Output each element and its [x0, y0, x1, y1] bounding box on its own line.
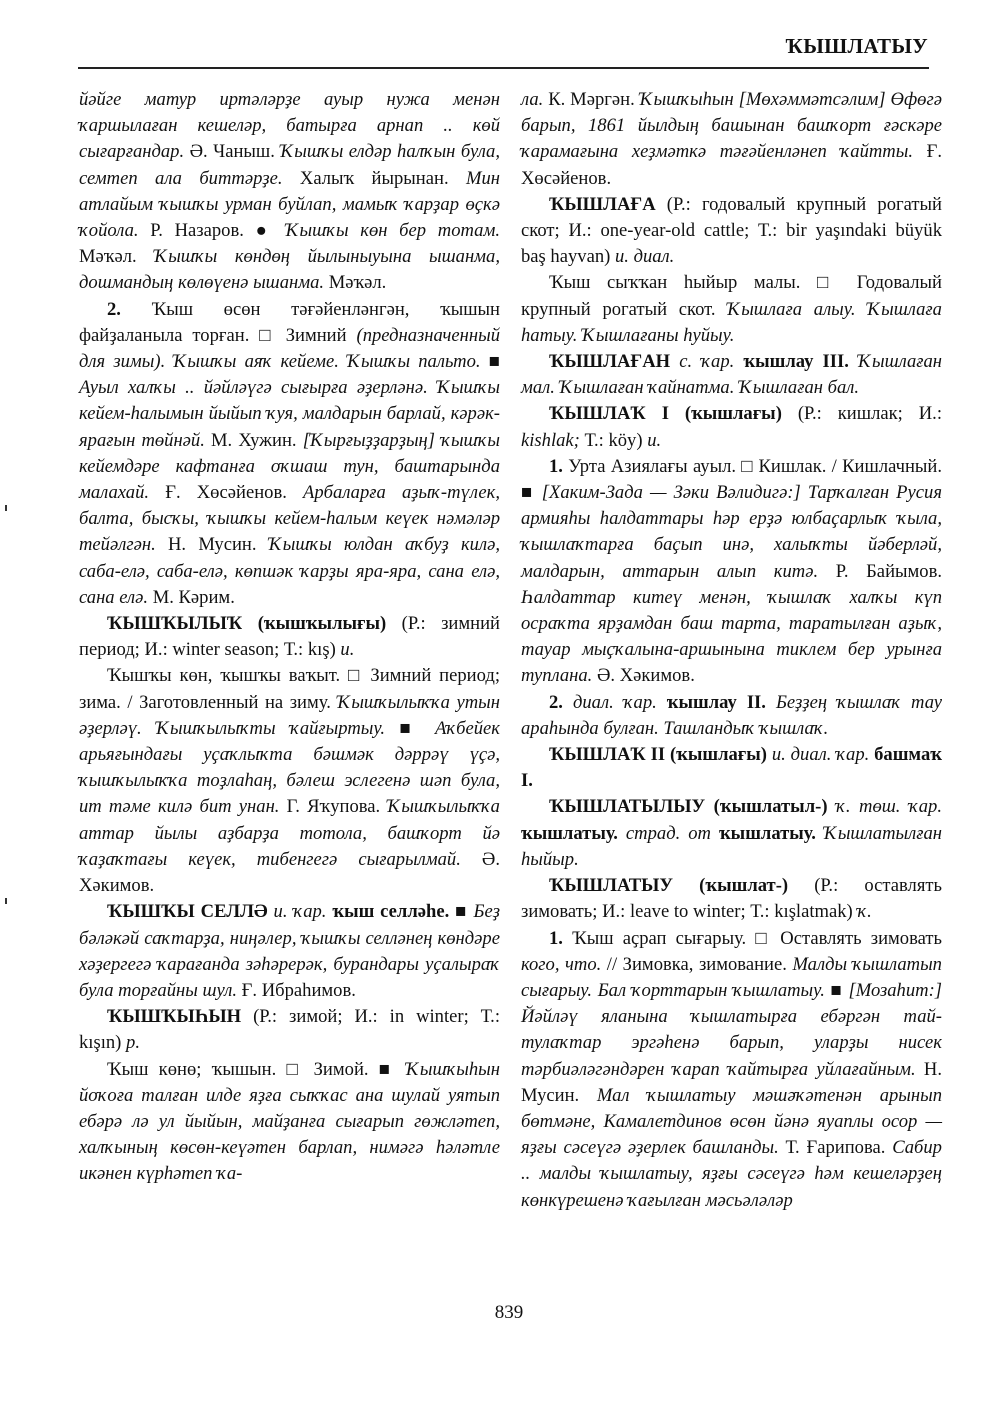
text: Ә. Хәкимов.: [592, 665, 695, 687]
dictionary-paragraph: [521, 401, 942, 453]
text: Ғ. Хөсәйенов.: [149, 482, 304, 504]
italic-text: ла.: [521, 89, 544, 110]
text: Ә. Чаныш.: [184, 141, 281, 163]
italic-text: (предназначенный для зимы). Ҡышҡы аяҡ кейеме. Ҡышҡы пальто.: [79, 324, 500, 373]
dictionary-paragraph: [79, 663, 500, 899]
italic-text: Ҡышҡылыҡҡа аттар йылы аҙбарҙа тотола, башҡорт йә ҡаҙаҡтағы кеүек, тибенгегә сығарылмай.: [79, 796, 500, 870]
italic-text: Ҡышҡы көн бер тотам.: [285, 220, 500, 242]
text: Ҡыш өсөн тәғәйенләнгән, ҡышын файҙаланыла торған. □ Зимний: [79, 298, 500, 346]
italic-text: и.: [340, 639, 355, 661]
dictionary-paragraph: [521, 690, 942, 742]
italic-text: Мин атлайым ҡышҡы урман буйлап, мамыҡ ҡарҙар өҫкә ҡойола.: [79, 167, 500, 242]
bold-text: ҡышлатыу.: [521, 822, 618, 844]
text: // Зимовка, зимование.: [601, 953, 793, 975]
text: ■: [385, 717, 435, 739]
italic-text: ҡ.: [857, 901, 872, 923]
text: Халыҡ йырынан.: [282, 167, 466, 189]
dictionary-paragraph: [79, 87, 500, 297]
bold-text: ҠЫШҠЫҺЫН: [107, 1006, 242, 1028]
page-number: 839: [494, 1302, 524, 1323]
text: Т. Ғарипова.: [778, 1137, 893, 1159]
italic-text: диал. ҡар.: [562, 691, 657, 713]
bold-text: ҠЫШЛАҒА: [549, 193, 656, 215]
bold-text: 2.: [549, 691, 563, 713]
dictionary-paragraph: [79, 297, 500, 611]
italic-text: [Мозаһит:] Йәйләү яланына ҡышлатырға ебәргән тай-тулаҡтар эргәһенә барып, уларҙы нисек тәрбиәләгәндәрен ҡарап ҡайтырға уйлағайным.: [521, 979, 942, 1080]
bold-text: ҠЫШЛАТЫУ (ҡышлат-): [549, 875, 789, 897]
text: Ә. Хәкимов.: [79, 848, 501, 897]
bold-text: 2.: [107, 298, 121, 320]
margin-mark: [5, 505, 7, 511]
dictionary-paragraph: [521, 454, 942, 690]
left-column: [79, 87, 500, 1188]
bold-text: 1.: [549, 455, 563, 477]
text: Р. Назаров. ●: [138, 220, 286, 242]
italic-text: Мал ҡышлатыу мәшәҡәтенән арынып бөтмәне, Камалетдинов өсөн йәнә яуаплы осор — яҙғы сәсеүгә әҙерлек башланды.: [521, 1084, 943, 1159]
text: Урта Азиялағы ауыл. □ Кишлак. / Кишлачный. ■: [521, 455, 942, 504]
dictionary-paragraph: [521, 794, 942, 873]
text: Ғ. Хөсәйенов.: [521, 141, 942, 189]
italic-text: йәйге матур иртәләрҙе ауыр нужа менән ҡаршылаған кешеләр, батырға арнап .. көй сығарғандар.: [79, 89, 500, 163]
text: Мәҡәл.: [324, 272, 387, 294]
italic-text: Ҡышҡы елдәр һалҡын була, семтеп ала биттәрҙе.: [79, 141, 500, 189]
italic-text: Ҡышлаған мал. Ҡышлаған ҡайнатма. Ҡышлаған бал.: [521, 351, 943, 399]
text: Т.: köy): [579, 429, 648, 451]
text: Ҡыш көнө; ҡышын. □ Зимой. ■: [107, 1058, 406, 1080]
italic-text: Малды ҡышлатып сығарыу. Бал ҡорттарын ҡышлатыу.: [521, 953, 942, 1001]
dictionary-paragraph: [521, 87, 942, 192]
bold-text: ҡышлау III.: [734, 351, 849, 373]
text: ■: [449, 901, 474, 923]
text: (Р.: зимой; И.: in winter; Т.: kışın): [79, 1006, 500, 1054]
italic-text: Ҡышлатылған һыйыр.: [521, 822, 942, 870]
dictionary-paragraph: [79, 611, 500, 663]
italic-text: Беҙҙең ҡышлаҡ тау араһында булған. Ташландыҡ ҡышлаҡ.: [521, 691, 942, 739]
italic-text: [Хаким-Зада — Зәки Вәлидигә:] Тарҡалған Русия армияһы һалдаттары һәр ерҙә юлбаҫарлыҡ ҡыла, ҡышлаҡтарға баҫып инә, халыҡты йәберләй, малдарын, аттарын алып китә.: [521, 482, 942, 582]
bold-text: ҠЫШЛАҠ I (ҡышлағы): [549, 403, 782, 425]
dictionary-paragraph: [521, 742, 942, 794]
dictionary-paragraph: [521, 270, 942, 349]
bold-text: ҡышлатыу.: [710, 822, 816, 844]
bold-text: ҠЫШҠЫ СЕЛЛӘ: [107, 901, 268, 923]
text: М. Хужин.: [204, 429, 303, 451]
dictionary-paragraph: [79, 899, 500, 1004]
italic-text: kishlak;: [521, 429, 580, 451]
text: Ҡышҡы көн, ҡышҡы ваҡыт. □ Зимний период; зима. / Заготовленный на зиму.: [79, 665, 500, 713]
text: (Р.: оставлять зимовать; И.: leave to winter; Т.: kışlatmak): [521, 875, 942, 923]
bold-text: ҠЫШЛАҠ II (ҡышлағы): [549, 744, 767, 766]
text: Ҡыш аҫрап сығарыу. □ Оставлять зимовать: [562, 927, 942, 949]
italic-text: р.: [126, 1032, 140, 1054]
text: Н. Мусин.: [155, 534, 269, 556]
text: (Р.: годовалый крупный рогатый скот; И.: one-year-old cattle; Т.: bir yaşındaki büyük baş hayvan): [521, 193, 942, 268]
running-head: ҠЫШЛАТЫУ: [785, 34, 928, 58]
text: (Р.: зимний период; И.: winter season; Т.: kış): [79, 613, 501, 661]
italic-text: Ауыл халҡы .. йәйләүгә сығырға әҙерләнә. Ҡышҡы кейем-һалымын йыйып ҡуя, малдарын барлай, кәрәк-ярағын төйнәй.: [79, 377, 500, 451]
italic-text: Ҡышлаға алыу. Ҡышлаға һатыу. Ҡышлағаны һуйыу.: [521, 298, 942, 346]
dictionary-paragraph: [521, 926, 942, 1214]
text: Н. Мусин.: [521, 1058, 943, 1106]
text: Ғ. Ибраһимов.: [237, 979, 356, 1001]
margin-mark: [5, 898, 7, 904]
bold-text: ҡыш селләһе.: [326, 901, 450, 923]
dictionary-paragraph: [521, 349, 942, 401]
header-rule: [78, 67, 929, 69]
text: Ҡыш сыҡҡан һыйыр малы. □ Годовалый крупный рогатый скот.: [521, 272, 942, 320]
italic-text: Ҡышҡы көндөң йылыныуына ышанма, дошмандың көлөүенә ышанма.: [79, 246, 500, 294]
italic-text: и. диал.: [614, 246, 675, 268]
italic-text: [Ҡырғыҙҙарҙың] ҡышҡы кейемдәре кафтанға оҡшаш тун, баштарында малахай.: [79, 429, 500, 504]
italic-text: Ҡышҡыһын йоҡоға талған илде яҙға сыҡҡас ана шулай уятып ебәрә лә ул йыйын, майҙанға сығарып гөжләтеп, халҡының көсөн-кеүәтен барлап, нимәгә һәләтле икәнен күрһәтеп ҡа-: [79, 1058, 500, 1185]
text: М. Кәрим.: [148, 586, 235, 608]
dictionary-paragraph: [521, 192, 942, 271]
text: Г. Яҡупова.: [279, 796, 388, 818]
dictionary-paragraph: [79, 1057, 500, 1188]
text: К. Мәргән.: [543, 89, 640, 110]
italic-text: Арбаларға аҙыҡ-түлек, балта, бысҡы, ҡышҡы кейем-һалым кеүек нәмәләр тейәлгән.: [79, 482, 501, 556]
bold-text: ҠЫШЛАТЫЛЫУ (ҡышлатыл-): [549, 796, 828, 818]
italic-text: ҡ. төш. ҡар.: [827, 796, 942, 818]
italic-text: кого, что.: [521, 953, 602, 975]
italic-text: Ҡышҡыһын [Мөхәммәтсәлим] Өфөгә барып, 1861 йылдың башынан башҡорт ғәскәре ҡарамағына хеҙмәткә тәғәйенләнеп ҡайтты.: [521, 89, 942, 163]
text: (Р.: кишлак; И.:: [781, 403, 942, 425]
italic-text: Сабир .. малды ҡышлатыу, яҙғы сәсеүгә һәм кешеләрҙең көнкүрешенә ҡағылған мәсьәләләр: [521, 1137, 942, 1211]
bold-text: ҠЫШЛАҒАН: [549, 351, 671, 373]
bold-text: 1.: [549, 927, 563, 949]
italic-text: и. ҡар.: [267, 901, 327, 923]
right-column: [521, 87, 942, 1214]
text: ■: [480, 351, 500, 373]
italic-text: с. ҡар.: [670, 351, 735, 373]
italic-text: Ҡышҡы юлдан аҡбуҙ килә, саба-елә, саба-елә, көпшәк ҡарҙы яра-яра, сана елә, сана елә.: [79, 534, 500, 608]
bold-text: ҠЫШҠЫЛЫҠ (ҡышҡылығы): [107, 613, 387, 635]
italic-text: Ҡышҡылыҡҡа утын әҙерләү. Ҡышҡылыҡты ҡайғыртыу.: [79, 691, 500, 739]
italic-text: Һалдаттар китеү менән, ҡышлаҡ халҡы күп осраҡта ярҙамдан баш тарта, таратылған аҙыҡ, тауар мыҫҡалына-аршынына тиклем бер урынға туплана.: [521, 586, 942, 687]
italic-text: страд. от: [617, 822, 711, 844]
dictionary-paragraph: [521, 873, 942, 925]
italic-text: и.: [647, 429, 662, 451]
bold-text: ҡышлау II.: [656, 691, 766, 713]
text: Р. Байымов.: [818, 560, 942, 582]
italic-text: Беҙ бәләкәй саҡтарҙа, ниңәлер, ҡышҡы селләнең көндәре хәҙергегә ҡарағанда зәһәрерәк, бурандары уҫалыраҡ була торғайны шул.: [79, 901, 500, 1001]
italic-text: и. диал. ҡар.: [766, 744, 870, 766]
text: Мәҡәл.: [79, 246, 155, 268]
bold-text: башмаҡ I.: [521, 744, 942, 792]
italic-text: Аҡбейек арьяғындағы уҫаҡлыҡта бәшмәк дәррәү үҫә, ҡышҡылыҡҡа тоҙлаһаң, бәлеш эслегенә шәп була, ит тәме килә бит унан.: [79, 717, 500, 818]
text: ■: [824, 979, 849, 1001]
dictionary-paragraph: [79, 1004, 500, 1056]
